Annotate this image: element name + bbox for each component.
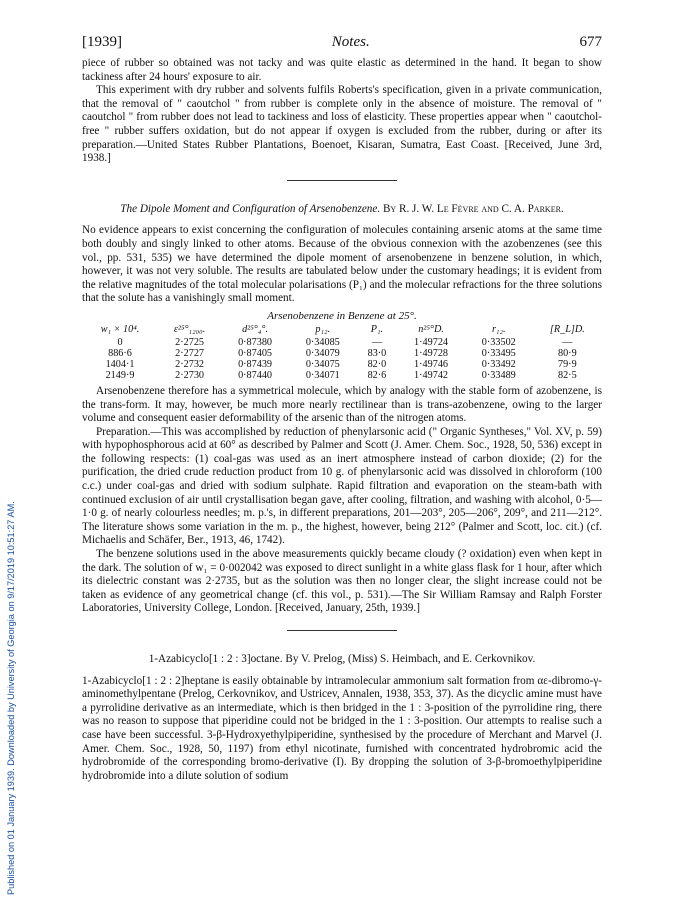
data-table (82, 324, 602, 381)
table-cell: 80·9 (557, 347, 577, 359)
column-header: [R_L]D. (549, 323, 585, 335)
table-cell: 0·87380 (238, 336, 273, 348)
table-cell: 1·49742 (414, 369, 449, 381)
column-header: w₁ × 10⁴. (100, 323, 140, 335)
section-title: Notes. (331, 34, 370, 50)
paragraph: This experiment with dry rubber and solvents fulfils Roberts's specification, given in a private communication, that the removal of " caoutchol " from rubber is complete only in the absence of moisture. The removal of " caoutchol " from rubber does not lead to tackiness and loss of elasticity. These properties appear when " caoutchol-free " rubber suffers oxidation, but do not appear if oxygen is excluded from the rubber, during or after its preparation.—United States Rubber Plantations, Boenoet, Kisaran, Sumatra, East Coast. [Received, June 3rd, 1938.] (82, 84, 602, 165)
table-cell: 1·49728 (414, 347, 449, 359)
table-caption: Arsenobenzene in Benzene at 25°. (267, 309, 417, 322)
article-title (82, 203, 602, 217)
column-header: ε²⁵°₁₂₀₀. (173, 323, 206, 335)
table-cell: 0·33492 (481, 358, 516, 370)
paragraph: Preparation.—This was accomplished by reduction of phenylarsonic acid (" Organic Syntheses," Vol. XV, p. 59) with hypophosphorous acid at 60° as described by Palmer and Scott (J. Amer. Chem. Soc., 1928, 50, 536) except in the following respects: (1) coal-gas was used as an inert atmosphere instead of carbon dioxide; (2) for the purification, the dried crude reduction product from 10 g. of phenylarsonic acid was dissolved in chloroform (100 c.c.) under coal-gas and dried with sodium sulphate. Rapid filtration and evaporation on the steam-bath with continued exclusion of air until crystallisation began gave, after cooling, filtration, and washing with alcohol, 0·5—1·0 g. of nearly colourless needles; m. p.'s, in different preparations, 201—203°, 205—206°, 209°, and 211—212°. The literature shows some variation in the m. p., the highest, however, being 212° (Palmer and Scott, loc. cit.) (cf. Michaelis and Schäfer, Ber., 1913, 46, 1742). (82, 425, 602, 547)
column-header: r₁₂. (491, 323, 506, 335)
table-cell: 0 (117, 336, 123, 348)
table-cell: 0·34079 (305, 347, 340, 359)
paragraph: 1-Azabicyclo[1 : 2 : 2]heptane is easily obtainable by intramolecular ammonium salt formation from αε-dibromo-γ-aminomethylpentane (Prelog, Cerkovnikov, and Ustricev, Annalen, 1938, 353, 37). As the dicyclic amine must have a pyrrolidine derivative as an intermediate, which is then bridged in the 1 : 3-position of the pyrrolidine ring, there was no reason to suppose that piperidine could not be bridged in the 1 : 3-position. Our attempts to realise such a case have been successful. 3-β-Hydroxyethylpiperidine, synthesised by the procedure of Merchant and Marvel (J. Amer. Chem. Soc., 1928, 50, 1197) from ethyl nicotinate, furnished with concentrated hydrobromic acid the hydrobromide of the corresponding bromo-derivative (I). By dropping the solution of 3-β-bromoethylpiperidine hydrobromide into a dilute solution of sodium (82, 674, 602, 782)
table-cell: 0·34075 (305, 358, 340, 370)
table-cell: 0·33489 (481, 369, 516, 381)
table-cell: 1404·1 (105, 358, 135, 370)
table-cell: 82·5 (557, 369, 577, 381)
table-cell: — (562, 336, 573, 348)
table-cell: 2·2730 (175, 369, 205, 381)
table-cell: 0·34071 (305, 369, 340, 381)
table-cell: — (371, 336, 382, 348)
column-header: P₁. (370, 323, 384, 335)
table-cell: 0·87439 (238, 358, 273, 370)
table-header-row (82, 324, 602, 337)
table-cell: 1·49724 (414, 336, 449, 348)
table-cell: 82·0 (367, 358, 387, 370)
paragraph: Arsenobenzene therefore has a symmetrical molecule, which by analogy with the stable form of azobenzene, is the trans-form. It may, however, be much more nearly rectilinear than is trans-azobenzene, owing to the larger volume and consequent easier deformability of the arsenic than of the nitrogen atoms. (82, 384, 602, 425)
page-content (82, 34, 602, 783)
table-cell: 0·87405 (238, 347, 273, 359)
table-cell: 79·9 (557, 358, 577, 370)
table-cell: 0·33495 (481, 347, 516, 359)
journal-year: [1939] (82, 34, 122, 50)
paragraph: piece of rubber so obtained was not tacky and was quite elastic as determined in the hand. It began to show tackiness after 24 hours' exposure to air. (82, 57, 602, 83)
table-cell: 2·2725 (175, 336, 205, 348)
paragraph: The benzene solutions used in the above measurements quickly became cloudy (? oxidation) even when kept in the dark. The solution of w₁ = 0·002042 was exposed to direct sunlight in a white glass flask for 1 hour, after which its dielectric constant was 2·2735, but as the solution was then no longer clear, the slight increase could not be taken as evidence of any geometrical change (cf. this vol., p. 531).—The Sir William Ramsay and Ralph Forster Laboratories, University College, London. [Received, January, 25th, 1939.] (82, 548, 602, 615)
column-header: p₁₂. (315, 323, 331, 335)
table-cell: 2·2727 (175, 347, 205, 359)
table-cell: 0·87440 (238, 369, 273, 381)
article-authors: By R. J. W. Le Fèvre and C. A. Parker. (382, 202, 564, 215)
table-row (82, 337, 602, 348)
table-cell: 82·6 (367, 369, 387, 381)
article-title: 1-Azabicyclo[1 : 2 : 3]octane. By V. Prelog, (Miss) S. Heimbach, and E. Cerkovnikov. (148, 653, 536, 665)
table-cell: 83·0 (367, 347, 387, 359)
table-row (82, 348, 602, 359)
table-row (82, 359, 602, 370)
table-cell: 0·33502 (481, 336, 516, 348)
divider (287, 180, 397, 181)
table-cell: 2149·9 (105, 369, 135, 381)
table-cell: 0·34085 (305, 336, 340, 348)
table-cell: 2·2732 (175, 358, 205, 370)
running-header (82, 34, 602, 51)
download-sidebar[interactable]: Published on 01 January 1939. Downloaded by University of Georgia on 9/17/2019 10:51:27 AM. (6, 501, 16, 895)
column-header: d²⁵°₄°. (242, 323, 269, 335)
page-number: 677 (579, 34, 602, 50)
column-header: n²⁵°D. (418, 323, 444, 335)
table-cell: 886·6 (108, 347, 132, 359)
table-row (82, 370, 602, 381)
table-cell: 1·49746 (414, 358, 449, 370)
article-title-text: The Dipole Moment and Configuration of Arsenobenzene. (120, 202, 381, 215)
paragraph: No evidence appears to exist concerning the configuration of molecules containing arsenic atoms at the same time both doubly and singly linked to other atoms. Because of the obvious connexion with the azobenzenes (see this vol., pp. 531, 535) we have determined the dipole moment of arsenobenzene in benzene solution, in which, however, it was not very soluble. The results are tabulated below under the customary headings; it is evident from the relative magnitudes of the total molecular polarisations (P₁) and the molecular refractions for the three solutions that the solute has a vanishingly small moment. (82, 224, 602, 305)
divider (287, 630, 397, 631)
